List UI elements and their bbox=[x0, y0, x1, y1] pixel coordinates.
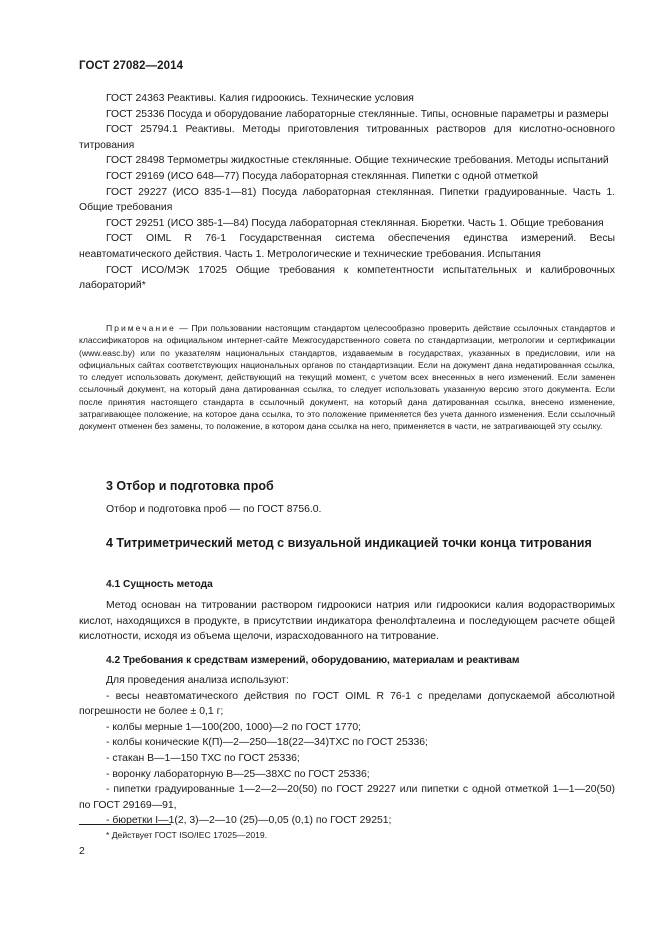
section-4-1-body bbox=[79, 598, 615, 645]
reference-item: ГОСТ OIML R 76-1 Государственная система обеспечения единства измерений. Весы неавтоматического действия. Часть 1. Метрологические и технические требования. Испытания bbox=[79, 233, 615, 260]
reference-item: ГОСТ ИСО/МЭК 17025 Общие требования к компетентности испытательных и калибровочных лабораторий* bbox=[79, 264, 615, 292]
section-3-text: Отбор и подготовка проб — по ГОСТ 8756.0. bbox=[106, 504, 322, 515]
list-item: - колбы мерные 1—100(200, 1000)—2 по ГОСТ 1770; bbox=[106, 721, 362, 733]
list-item: - весы неавтоматического действия по ГОСТ OIML R 76-1 с пределами допускаемой абсолютной погрешности не более ± 0,1 г; bbox=[79, 690, 615, 718]
document-header: ГОСТ 27082—2014 bbox=[79, 60, 184, 72]
note-block bbox=[79, 322, 615, 433]
section-4-1-text: Метод основан на титровании раствором гидроокиси натрия или гидроокиси калия водорастворимых кислот, находящихся в продукте, в присутствии индикатора фенолфталеина и последующем расчете общей кислотности, исходя из объема щелочи, израсходованного на титрование. bbox=[79, 600, 615, 643]
reference-item: ГОСТ 25794.1 Реактивы. Методы приготовления титрованных растворов для кислотно-основного титрования bbox=[79, 124, 615, 151]
reference-item: ГОСТ 29169 (ИСО 648—77) Посуда лабораторная стеклянная. Пипетки с одной отметкой bbox=[106, 170, 539, 182]
section-4-1-heading: 4.1 Сущность метода bbox=[106, 579, 213, 590]
list-item: - бюретки I—1(2, 3)—2—10 (25)—0,05 (0,1) по ГОСТ 29251; bbox=[106, 815, 392, 827]
reference-item: ГОСТ 29227 (ИСО 835-1—81) Посуда лабораторная стеклянная. Пипетки градуированные. Часть 1. Общие требования bbox=[79, 186, 615, 214]
note-label: Примечание bbox=[106, 323, 176, 333]
reference-item: ГОСТ 24363 Реактивы. Калия гидроокись. Технические условия bbox=[106, 93, 414, 104]
list-item: - колбы конические К(П)—2—250—18(22—34)ТХС по ГОСТ 25336; bbox=[106, 737, 428, 749]
footnote-divider bbox=[79, 824, 171, 825]
footnote: * Действует ГОСТ ISO/IEC 17025—2019. bbox=[106, 830, 268, 840]
section-4-2-body bbox=[79, 673, 615, 829]
reference-item: ГОСТ 29251 (ИСО 385-1—84) Посуда лабораторная стеклянная. Бюретки. Часть 1. Общие требования bbox=[106, 217, 604, 229]
section-4-2-heading: 4.2 Требования к средствам измерений, оборудованию, материалам и реактивам bbox=[106, 655, 520, 666]
note-text: — При пользовании настоящим стандартом целесообразно проверить действие ссылочных стандартов и классификаторов на официальном интернет-сайте Межгосударственного совета по стандартизации, метрологии и сертификации (www.easc.by) или по указателям национальных стандартов, издаваемым в государствах, указанных в предисловии, или на официальных сайтах соответствующих национальных органов по стандартизации. Если на документ дана недатированная ссылка, то следует использовать документ, действующий на текущий момент, с учетом всех внесенных в него изменений. Если заменен ссылочный документ, на который дана датированная ссылка, то следует использовать указанную версию этого документа. Если после принятия настоящего стандарта в ссылочный документ, на который дана датированная ссылка, внесено изменение, затрагивающее положение, на которое дана ссылка, то это положение применяется без учета данного изменения. Если ссылочный документ отменен без замены, то положение, в котором дана ссылка на него, применяется в части, не затрагивающей эту ссылку. bbox=[79, 323, 615, 432]
list-item: - воронку лабораторную В—25—38ХС по ГОСТ 25336; bbox=[106, 768, 370, 780]
section-4-heading: 4 Титриметрический метод с визуальной индикацией точки конца титрования bbox=[106, 536, 592, 550]
reference-item: ГОСТ 25336 Посуда и оборудование лабораторные стеклянные. Типы, основные параметры и размеры bbox=[106, 108, 609, 120]
reference-item: ГОСТ 28498 Термометры жидкостные стеклянные. Общие технические требования. Методы испытаний bbox=[106, 155, 609, 167]
section-3-heading: 3 Отбор и подготовка проб bbox=[106, 479, 274, 493]
list-item: - пипетки градуированные 1—2—2—20(50) по ГОСТ 29227 или пипетки с одной отметкой 1—1—20(50) по ГОСТ 29169—91, bbox=[79, 784, 615, 811]
page-number: 2 bbox=[79, 846, 85, 857]
section-3-body bbox=[79, 502, 615, 518]
section-4-2-intro: Для проведения анализа используют: bbox=[106, 675, 289, 686]
normative-references-list bbox=[79, 91, 615, 294]
list-item: - стакан В—1—150 ТХС по ГОСТ 25336; bbox=[106, 752, 300, 764]
